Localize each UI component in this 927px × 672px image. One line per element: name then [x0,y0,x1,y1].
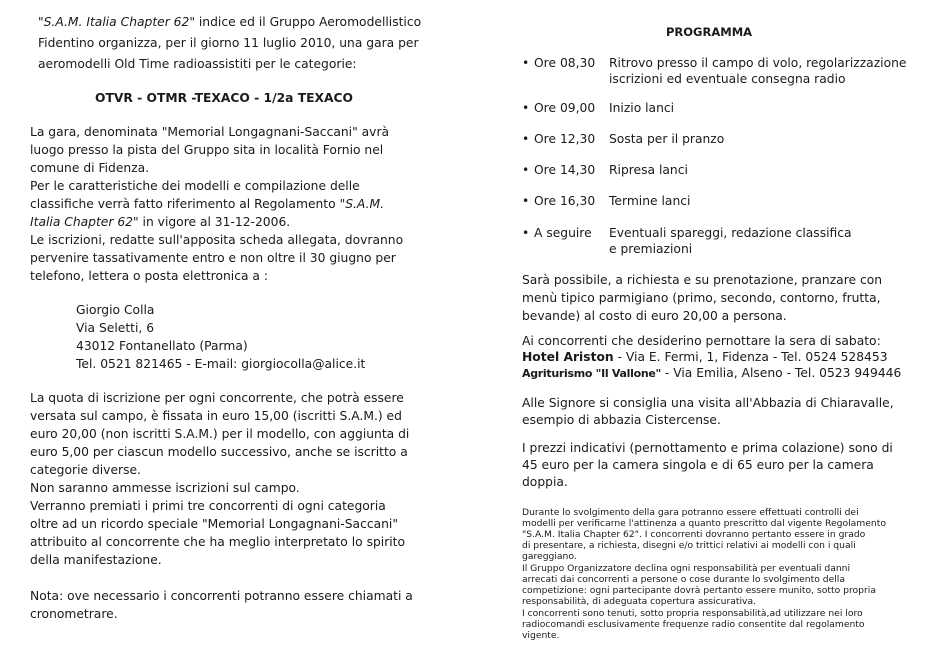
schedule-time: Ore 08,30 [534,56,596,70]
schedule-time: Ore 09,00 [534,101,596,115]
nota-line-2: cronometrare. [30,607,118,621]
nota-line-1: Nota: ove necessario i concorrenti potranno essere chiamati a [30,589,413,603]
intro-sam-italic: S.A.M. Italia Chapter 62" [43,15,195,29]
hotel-name: Hotel Ariston [522,350,614,364]
fineprint-line-4: di presentare, a richiesta, disegni e/o trittici relativi ai modelli con i quali [522,540,856,551]
fineprint-line-7: arrecati dai concorrenti a persone o cose durante lo svolgimento della [522,574,845,585]
gara-line-2: luogo presso la pista del Gruppo sita in località Fornio nel [30,143,384,157]
pranzo-line-1: Sarà possibile, a richiesta e su prenotazione, pranzare con [522,273,883,287]
pranzo-line-2: menù tipico parmigiano (primo, secondo, contorno, frutta, [522,291,881,305]
fineprint-line-8: competizione: ogni partecipante dovrà pertanto essere munito, sotto propria [522,585,876,596]
bullet-icon: • [522,56,530,70]
prezzi-line-1: I prezzi indicativi (pernottamento e prima colazione) sono di [522,441,893,455]
schedule-time: Ore 16,30 [534,194,596,208]
schedule-desc-line-2: e premiazioni [609,242,693,256]
quota-line-8: oltre ad un ricordo speciale "Memorial Longagnani-Saccani" [30,517,398,531]
agriturismo-details: - Via Emilia, Alseno - Tel. 0523 949446 [660,366,902,380]
iscrizioni-line-2: pervenire tassativamente entro e non oltre il 30 giugno per [30,251,396,265]
intro-line-1 [38,14,421,32]
quota-line-6: Non saranno ammesse iscrizioni sul campo. [30,481,300,495]
gara-line-3: comune di Fidenza. [30,161,150,175]
hotel-line [522,349,888,367]
address-city: 43012 Fontanellato (Parma) [76,339,248,353]
schedule-desc-line-2: iscrizioni ed eventuale consegna radio [609,72,846,86]
schedule-desc-line-1: Sosta per il pranzo [609,132,725,146]
prezzi-line-2: 45 euro per la camera singola e di 65 euro per la camera [522,458,874,472]
intro-line-2: Fidentino organizza, per il giorno 11 luglio 2010, una gara per [38,36,419,50]
fineprint-line-1: Durante lo svolgimento della gara potranno essere effettuati controlli dei [522,507,859,518]
address-street: Via Seletti, 6 [76,321,155,335]
gara-line-1: La gara, denominata "Memorial Longagnani-Saccani" avrà [30,125,390,139]
pernotto-intro: Ai concorrenti che desiderino pernottare la sera di sabato: [522,334,881,348]
address-contact: Tel. 0521 821465 - E-mail: giorgiocolla@alice.it [76,357,366,371]
regolamento-italic: "S.A.M. [339,197,385,211]
fineprint-line-10: I concorrenti sono tenuti, sotto propria responsabilità,ad utilizzare nei loro [522,608,863,619]
caratteristiche-line-2-text: classifiche verrà fatto riferimento al Regolamento [30,197,340,211]
intro-line-1-rest: indice ed il Gruppo Aeromodellistico [194,15,422,29]
bullet-icon: • [522,132,530,146]
intro-line-3: aeromodelli Old Time radioassistiti per le categorie: [38,57,357,71]
categories-heading: OTVR - OTMR -TEXACO - 1/2a TEXACO [95,91,353,105]
fineprint-line-3: "S.A.M. Italia Chapter 62". I concorrenti dovranno pertanto essere in grado [522,529,866,540]
schedule-time: Ore 12,30 [534,132,596,146]
quota-line-4: euro 5,00 per ciascun modello successivo, anche se iscritto a [30,445,408,459]
bullet-icon: • [522,101,530,115]
schedule-desc-line-1: Ritrovo presso il campo di volo, regolarizzazione [609,56,907,70]
signore-line-2: esempio di abbazia Cistercense. [522,413,721,427]
quota-line-5: categorie diverse. [30,463,141,477]
prezzi-line-3: doppia. [522,475,568,489]
schedule-desc-line-1: Ripresa lanci [609,163,688,177]
caratteristiche-line-3 [30,214,290,232]
fineprint-line-5: gareggiano. [522,551,577,562]
signore-line-1: Alle Signore si consiglia una visita all'Abbazia di Chiaravalle, [522,396,894,410]
quota-line-9: attribuito al concorrente che ha meglio interpretato lo spirito [30,535,406,549]
schedule-desc-line-1: Eventuali spareggi, redazione classifica [609,226,852,240]
caratteristiche-line-1: Per le caratteristiche dei modelli e compilazione delle [30,179,360,193]
caratteristiche-line-2 [30,196,384,214]
schedule-desc-line-1: Termine lanci [609,194,691,208]
bullet-icon: • [522,226,530,240]
quota-line-1: La quota di iscrizione per ogni concorrente, che potrà essere [30,391,404,405]
caratteristiche-line-3-rest: in vigore al 31-12-2006. [138,215,291,229]
quota-line-10: della manifestazione. [30,553,162,567]
quota-line-7: Verranno premiati i primi tre concorrenti di ogni categoria [30,499,386,513]
pranzo-line-3: bevande) al costo di euro 20,00 a persona. [522,309,787,323]
fineprint-line-11: radiocomandi esclusivamente frequenze radio consentite dal regolamento [522,619,865,630]
bullet-icon: • [522,194,530,208]
quota-line-3: euro 20,00 (non iscritti S.A.M.) per il modello, con aggiunta di [30,427,410,441]
bullet-icon: • [522,163,530,177]
fineprint-line-12: vigente. [522,630,560,641]
schedule-desc-line-1: Inizio lanci [609,101,675,115]
quota-line-2: versata sul campo, è fissata in euro 15,00 (iscritti S.A.M.) ed [30,409,402,423]
schedule-time: Ore 14,30 [534,163,596,177]
agriturismo-name: Agriturismo "Il Vallone" [522,367,661,380]
iscrizioni-line-1: Le iscrizioni, redatte sull'apposita scheda allegata, dovranno [30,233,404,247]
agriturismo-line [522,365,901,383]
programma-heading: PROGRAMMA [666,25,753,39]
address-name: Giorgio Colla [76,303,155,317]
hotel-details: - Via E. Fermi, 1, Fidenza - Tel. 0524 528453 [613,350,888,364]
fineprint-line-2: modelli per verificarne l'attinenza a quanto prescritto dal vigente Regolamento [522,518,886,529]
fineprint-line-6: Il Gruppo Organizzatore declina ogni responsabilità per eventuali danni [522,563,851,574]
fineprint-line-9: responsabilità, di adeguata copertura assicurativa. [522,596,756,607]
schedule-time: A seguire [534,226,592,240]
intro-quote-open: " [38,15,44,29]
regolamento-italic-2: Italia Chapter 62" [30,215,139,229]
iscrizioni-line-3: telefono, lettera o posta elettronica a : [30,269,268,283]
